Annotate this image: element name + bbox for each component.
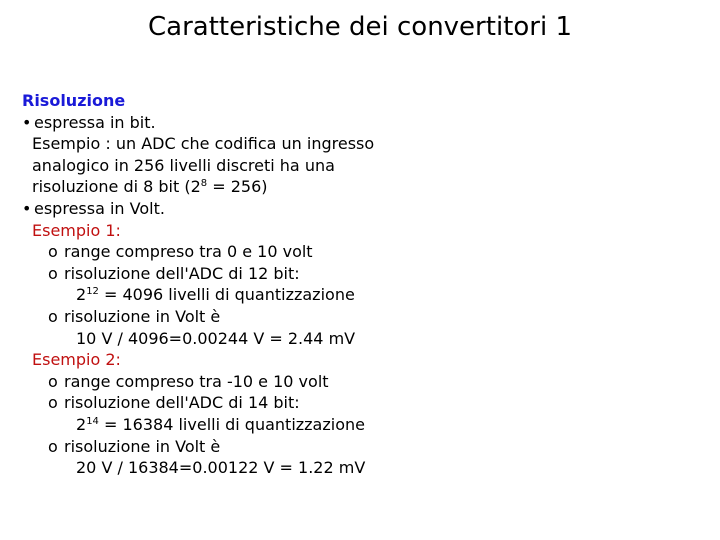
example-2-label: Esempio 2: xyxy=(32,350,121,370)
power-result: = 256) xyxy=(207,177,268,197)
bullet-marker: • xyxy=(22,112,32,132)
power-result: = 4096 livelli di quantizzazione xyxy=(98,285,355,305)
power-exponent: 8 xyxy=(200,178,208,190)
circle-bullet: o xyxy=(48,306,58,326)
example-bit-line-3-text: risoluzione di 8 bit (2 xyxy=(32,177,201,197)
section-heading: Risoluzione xyxy=(22,91,126,110)
example-2-item-3 xyxy=(22,436,682,458)
example-1-item-3-calc: 10 V / 4096=0.00244 V = 2.44 mV xyxy=(76,328,356,348)
circle-bullet: o xyxy=(48,436,58,456)
bullet-marker: • xyxy=(22,198,32,218)
circle-bullet: o xyxy=(48,263,58,283)
power-exponent: 14 xyxy=(86,415,99,427)
item-text: risoluzione in Volt è xyxy=(64,306,221,326)
circle-bullet: o xyxy=(48,242,58,262)
circle-bullet: o xyxy=(48,393,58,413)
item-text: risoluzione dell'ADC di 12 bit: xyxy=(64,263,300,283)
power-exponent: 12 xyxy=(86,286,99,298)
bullet-bit xyxy=(22,112,682,134)
bullet-text: espressa in bit. xyxy=(34,112,156,132)
bullet-text: espressa in Volt. xyxy=(34,198,165,218)
bullet-volt xyxy=(22,198,682,220)
power-base: 2 xyxy=(76,414,87,434)
power-base: 2 xyxy=(76,285,87,305)
example-2-item-2 xyxy=(22,392,682,414)
example-1-item-2 xyxy=(22,263,682,285)
power-result: = 16384 livelli di quantizzazione xyxy=(98,414,365,434)
item-text: range compreso tra 0 e 10 volt xyxy=(64,242,313,262)
example-2-item-3-calc: 20 V / 16384=0.00122 V = 1.22 mV xyxy=(76,458,366,478)
example-bit-line-3 xyxy=(22,176,682,198)
example-bit-line-2: analogico in 256 livelli discreti ha una xyxy=(32,155,335,175)
item-text: risoluzione in Volt è xyxy=(64,436,221,456)
item-text: range compreso tra -10 e 10 volt xyxy=(64,371,329,391)
slide-title: Caratteristiche dei convertitori 1 xyxy=(148,12,572,42)
circle-bullet: o xyxy=(48,371,58,391)
example-1-item-2-detail xyxy=(22,284,682,306)
example-2-item-1 xyxy=(22,371,682,393)
example-bit-line-1: Esempio : un ADC che codifica un ingresso xyxy=(32,134,375,154)
example-1-item-3 xyxy=(22,306,682,328)
example-1-label: Esempio 1: xyxy=(32,220,121,240)
example-2-item-2-detail xyxy=(22,414,682,436)
example-1-item-1 xyxy=(22,241,682,263)
item-text: risoluzione dell'ADC di 14 bit: xyxy=(64,393,300,413)
slide-content xyxy=(22,90,682,479)
